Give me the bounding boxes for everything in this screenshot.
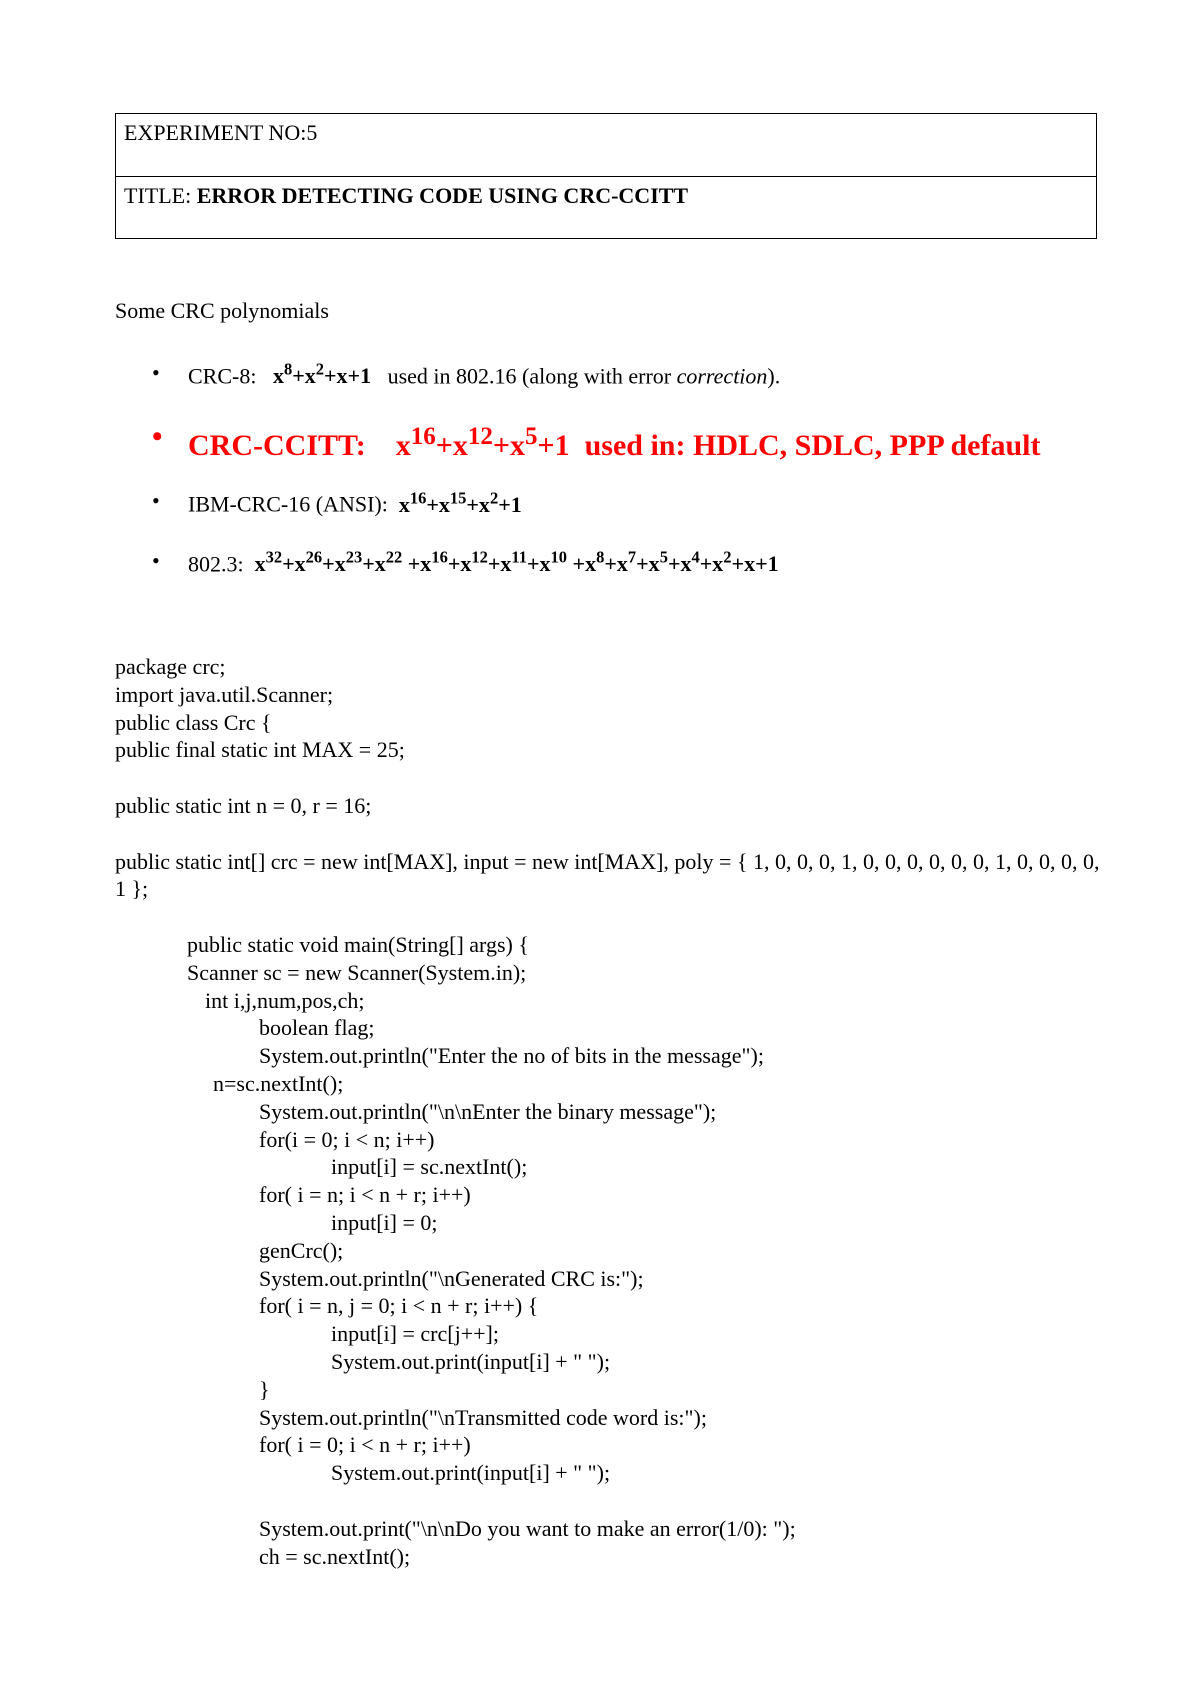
poly-name: CRC-CCITT: — [188, 429, 366, 463]
poly-term: x — [272, 363, 284, 389]
polynomial-expression — [254, 547, 779, 576]
poly-name: 802.3: — [188, 550, 244, 576]
poly-term: x — [395, 429, 411, 463]
poly-term: +x — [567, 550, 597, 576]
poly-exponent: 26 — [305, 547, 323, 567]
bullet-dot-icon: • — [152, 420, 163, 454]
code-line: System.out.println("Enter the no of bits in the message"); — [259, 1043, 764, 1069]
code-line: n=sc.nextInt(); — [213, 1070, 344, 1096]
poly-exponent: 12 — [471, 547, 488, 567]
intro-text: Some CRC polynomials — [115, 298, 329, 323]
code-line: Scanner sc = new Scanner(System.in); — [187, 959, 527, 985]
poly-term: +x — [667, 550, 692, 576]
poly-name: CRC-8: — [188, 363, 257, 389]
code-line: System.out.print("\n\nDo you want to make an error(1/0): "); — [259, 1515, 796, 1541]
poly-term: +x — [402, 550, 432, 576]
experiment-title-row — [116, 176, 1096, 238]
code-line: } — [259, 1376, 270, 1402]
code-line: System.out.println("\n\nEnter the binary message"); — [259, 1098, 717, 1124]
code-line: boolean flag; — [259, 1015, 375, 1041]
code-line: System.out.println("\nTransmitted code word is:"); — [259, 1404, 707, 1430]
code-line — [115, 820, 1105, 848]
code-line — [115, 903, 1105, 931]
code-line: System.out.print(input[i] + " "); — [331, 1460, 611, 1486]
poly-desc-italic: correction — [676, 363, 768, 389]
experiment-title: ERROR DETECTING CODE USING CRC-CCITT — [196, 183, 689, 208]
poly-exponent: 2 — [489, 488, 499, 508]
poly-exponent: 10 — [550, 547, 568, 567]
poly-term: +x — [527, 550, 551, 576]
poly-name: IBM-CRC-16 (ANSI): — [188, 491, 388, 517]
code-line: for( i = n, j = 0; i < n + r; i++) { — [259, 1293, 539, 1319]
poly-exponent: 15 — [449, 488, 467, 508]
poly-term: +x — [282, 550, 306, 576]
title-label: TITLE: — [124, 183, 192, 208]
code-line: System.out.print(input[i] + " "); — [331, 1348, 611, 1374]
poly-desc-end: ). — [767, 363, 781, 389]
poly-exponent: 23 — [345, 547, 363, 567]
code-line: public final static int MAX = 25; — [115, 737, 405, 763]
bullet-ibm-crc-16 — [152, 488, 1102, 517]
poly-term: +x — [636, 550, 660, 576]
poly-exponent: 5 — [659, 547, 668, 567]
poly-term: +x — [322, 550, 346, 576]
poly-exponent: 22 — [385, 547, 403, 567]
poly-exponent: 2 — [315, 360, 325, 379]
code-line: import java.util.Scanner; — [115, 681, 334, 707]
poly-term: +x — [604, 550, 628, 576]
code-line: for( i = 0; i < n + r; i++) — [259, 1432, 471, 1458]
polynomial-expression — [398, 488, 522, 517]
poly-term: +1 — [537, 429, 570, 463]
code-line — [115, 764, 1105, 792]
poly-term: +x — [362, 550, 386, 576]
poly-exponent: 16 — [431, 547, 448, 567]
crc-polynomial-list — [152, 360, 1102, 607]
poly-term: +x — [292, 363, 316, 389]
poly-term: +x — [492, 429, 525, 463]
bullet-802-3 — [152, 548, 1102, 577]
poly-term: +x — [447, 550, 472, 576]
poly-exponent: 11 — [511, 547, 527, 567]
poly-term: +x — [426, 491, 450, 517]
poly-term: +x+1 — [731, 550, 779, 576]
poly-exponent: 4 — [691, 547, 700, 567]
code-line: ch = sc.nextInt(); — [259, 1543, 411, 1569]
poly-exponent: 8 — [283, 360, 293, 379]
poly-exponent: 32 — [265, 547, 283, 567]
poly-term: +x — [435, 429, 468, 463]
poly-desc — [388, 363, 781, 388]
poly-term: x — [398, 491, 410, 517]
polynomial-expression — [395, 423, 570, 463]
code-line: for( i = n; i < n + r; i++) — [259, 1182, 471, 1208]
code-line: System.out.println("\nGenerated CRC is:"); — [259, 1265, 644, 1291]
poly-exponent: 7 — [627, 547, 637, 567]
code-line: public static void main(String[] args) { — [187, 931, 529, 957]
experiment-number-row — [116, 114, 1096, 176]
poly-term: +x — [699, 550, 724, 576]
code-line: public static int n = 0, r = 16; — [115, 792, 372, 818]
bullet-dot-icon: • — [152, 488, 160, 514]
poly-exponent: 5 — [525, 423, 538, 451]
java-code-listing — [115, 653, 1105, 1570]
code-line: input[i] = sc.nextInt(); — [331, 1154, 528, 1180]
poly-exponent: 16 — [409, 488, 427, 508]
code-line: input[i] = crc[j++]; — [331, 1321, 499, 1347]
poly-term: +x — [487, 550, 512, 576]
poly-exponent: 12 — [467, 423, 493, 451]
bullet-crc-ccitt — [152, 419, 1102, 464]
experiment-header-table — [115, 113, 1097, 239]
poly-term: +x+1 — [324, 363, 372, 389]
bullet-dot-icon: • — [152, 360, 160, 385]
poly-exponent: 16 — [410, 423, 436, 451]
poly-term: +x — [466, 491, 490, 517]
experiment-number: EXPERIMENT NO:5 — [124, 120, 318, 145]
code-line: for(i = 0; i < n; i++) — [259, 1126, 435, 1152]
poly-desc-text: used in 802.16 (along with error — [387, 363, 677, 389]
code-line: public class Crc { — [115, 709, 272, 735]
code-line: input[i] = 0; — [331, 1209, 438, 1235]
poly-exponent: 2 — [723, 547, 732, 567]
poly-term: x — [254, 550, 266, 576]
poly-desc: used in: HDLC, SDLC, PPP default — [584, 429, 1041, 463]
bullet-dot-icon: • — [152, 547, 160, 573]
code-line: package crc; — [115, 654, 226, 679]
bullet-crc-8 — [152, 360, 1102, 389]
poly-term: +1 — [498, 491, 522, 517]
code-line: public static int[] crc = new int[MAX], input = new int[MAX], poly = { 1, 0, 0, 0, 1, 0, 0, 0, 0, 0, 0, 1, 0, 0, 0, 0, 1 }; — [115, 848, 1105, 902]
poly-exponent: 8 — [596, 547, 605, 567]
polynomial-expression — [272, 360, 372, 389]
code-line: int i,j,num,pos,ch; — [205, 987, 365, 1013]
code-line: genCrc(); — [259, 1237, 344, 1263]
code-line — [115, 1487, 1105, 1515]
